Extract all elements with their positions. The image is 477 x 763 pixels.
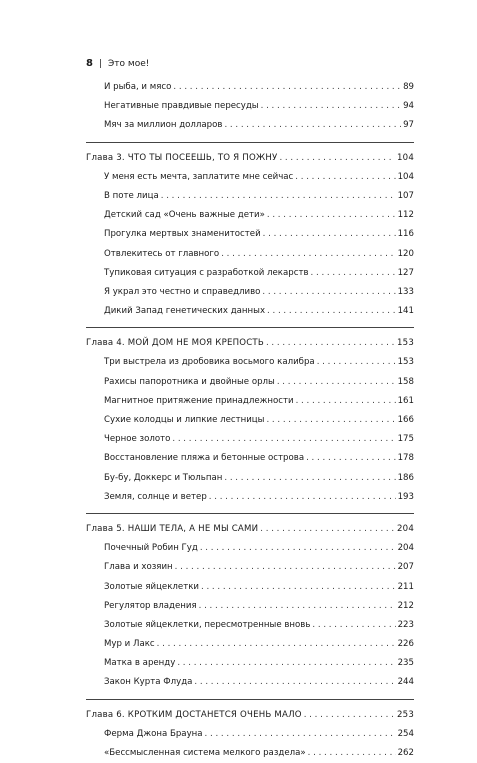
toc-entry-page: 212 [397,600,414,611]
toc-entry [86,469,414,488]
toc-entry [86,597,414,616]
dot-leader [175,558,396,577]
toc-entry [86,97,414,116]
toc-entry [86,449,414,468]
toc-chapter-heading [86,334,414,353]
dot-leader [279,149,395,168]
dot-leader [173,78,401,97]
toc-entry [86,116,414,135]
toc-entry [86,635,414,654]
toc-entry-title: Глава и хозяин [104,562,173,573]
toc-entry [86,616,414,635]
toc-entry-title: Бу-бу, Доккерс и Тюльпан [104,472,223,483]
dot-leader [306,449,396,468]
toc-entry-title: Мур и Лакс [104,639,155,650]
toc-entry-title: Ферма Джона Брауна [104,728,203,739]
toc-entry [86,578,414,597]
dot-leader [295,168,395,187]
dot-leader [312,616,395,635]
dot-leader [260,520,395,539]
section-divider [86,142,414,143]
dot-leader [317,353,396,372]
book-title: Это мое! [108,58,150,69]
toc-entry [86,725,414,744]
toc-entry-title: Мяч за миллион долларов [104,120,223,131]
chapter-title: Глава 5. НАШИ ТЕЛА, А НЕ МЫ САМИ [86,523,259,534]
toc-entry-page: 207 [397,562,414,573]
chapter-page: 253 [396,709,414,720]
toc-entry-page: 211 [397,581,414,592]
toc-entry-page: 226 [397,639,414,650]
dot-leader [161,187,396,206]
toc-entry [86,539,414,558]
toc-entry-title: Дикий Запад генетических данных [104,306,266,317]
header-separator: | [98,58,103,69]
toc-entry-page: 223 [397,619,414,630]
toc-chapter-heading [86,520,414,539]
toc-entry [86,411,414,430]
toc-entry-title: В поте лица [104,190,159,201]
dot-leader [266,334,395,353]
toc-entry [86,264,414,283]
toc-entry-title: Негативные правдивые пересуды [104,101,259,112]
toc-entry-title: Три выстрела из дробовика восьмого калибра [104,357,315,368]
toc-entry [86,187,414,206]
toc-entry-page: 104 [397,171,414,182]
toc-entry-title: Закон Курта Флуда [104,677,193,688]
toc-entry-page: 161 [397,395,414,406]
toc-entry-page: 166 [397,415,414,425]
toc-entry-title: Золотые яйцеклетки, пересмотренные вновь [104,619,311,630]
dot-leader [311,264,396,283]
dot-leader [199,597,396,616]
toc-entry-page: 120 [397,248,414,259]
toc-entry-title: Почечный Робин Гуд [104,543,198,554]
dot-leader [304,706,395,725]
dot-leader [200,539,396,558]
chapter-page: 204 [396,523,414,534]
toc-entry-page: 235 [397,658,414,669]
dot-leader [201,578,396,597]
toc-entry-page: 158 [397,376,414,387]
toc-entry-page: 186 [397,472,414,483]
toc-entry-page: 153 [397,357,414,368]
toc-entry [86,225,414,244]
dot-leader [308,744,396,763]
toc-entry [86,430,414,449]
toc-entry-page: 175 [397,434,414,445]
toc-entry-page: 133 [397,286,414,297]
dot-leader [277,373,396,392]
chapter-page: 104 [396,152,414,163]
toc-entry [86,673,414,692]
toc-entry-title: Я украл это честно и справедливо [104,286,261,297]
toc-entry-title: Тупиковая ситуация с разработкой лекарств [104,267,309,278]
toc-entry [86,283,414,302]
toc-entry [86,302,414,321]
toc-entry-title: Золотые яйцеклетки [104,581,199,592]
toc-entry-title: Матка в аренду [104,658,176,669]
toc-entry [86,654,414,673]
toc-entry-page: 244 [397,677,414,688]
toc-entry-page: 97 [403,120,414,131]
dot-leader [177,654,395,673]
toc-entry-page: 127 [397,267,414,278]
toc-entry-page: 89 [403,82,414,92]
toc-entry-page: 94 [403,101,414,112]
toc-entry-title: Сухие колодцы и липкие лестницы [104,415,265,425]
chapter-title: Глава 3. ЧТО ТЫ ПОСЕЕШЬ, ТО Я ПОЖНУ [86,152,278,163]
toc-entry-title: Земля, солнце и ветер [104,491,207,502]
dot-leader [224,469,395,488]
toc-entry-title: Магнитное притяжение принадлежности [104,395,294,406]
running-header [86,58,149,69]
dot-leader [267,206,396,225]
toc-entry-title: Прогулка мертвых знаменитостей [104,229,261,240]
dot-leader [221,245,395,264]
page-number: 8 [86,58,93,69]
toc-entry-title: Детский сад «Очень важные дети» [104,210,265,221]
dot-leader [194,673,395,692]
toc-entry [86,353,414,372]
dot-leader [172,430,395,449]
chapter-title: Глава 6. КРОТКИМ ДОСТАНЕТСЯ ОЧЕНЬ МАЛО [86,709,302,720]
toc-entry [86,168,414,187]
toc-entry-title: Рахисы папоротника и двойные орлы [104,376,275,387]
toc-entry [86,392,414,411]
section-divider [86,699,414,700]
chapter-title: Глава 4. МОЙ ДОМ НЕ МОЯ КРЕПОСТЬ [86,338,264,349]
toc-entry-title: Восстановление пляжа и бетонные острова [104,453,305,464]
toc-chapter-heading [86,706,414,725]
toc-entry-page: 112 [397,210,414,221]
dot-leader [224,116,401,135]
dot-leader [267,302,396,321]
toc-entry-page: 116 [397,229,414,240]
dot-leader [209,488,396,507]
toc-entry-title: И рыба, и мясо [104,82,172,92]
toc-entry [86,78,414,97]
toc-entry [86,206,414,225]
toc-entry-title: Черное золото [104,434,171,445]
toc-entry-page: 262 [397,748,414,758]
toc-entry [86,373,414,392]
toc-entry [86,558,414,577]
dot-leader [266,411,395,430]
dot-leader [263,225,396,244]
toc-chapter-heading [86,149,414,168]
dot-leader [296,392,396,411]
toc-entry [86,488,414,507]
toc-entry [86,245,414,264]
section-divider [86,513,414,514]
dot-leader [262,283,395,302]
table-of-contents [86,78,414,763]
toc-entry-page: 107 [397,190,414,201]
chapter-page: 153 [396,338,414,349]
toc-entry-title: Регулятор владения [104,600,197,611]
toc-entry-page: 178 [397,453,414,464]
toc-entry [86,744,414,763]
toc-entry-title: У меня есть мечта, заплатите мне сейчас [104,171,294,182]
dot-leader [157,635,396,654]
toc-entry-page: 141 [397,306,414,317]
dot-leader [205,725,396,744]
section-divider [86,327,414,328]
toc-entry-title: «Бессмысленная система мелкого раздела» [104,748,306,758]
toc-entry-page: 204 [397,543,414,554]
dot-leader [261,97,401,116]
toc-entry-page: 193 [397,491,414,502]
toc-entry-page: 254 [397,728,414,739]
toc-entry-title: Отвлекитесь от главного [104,248,220,259]
